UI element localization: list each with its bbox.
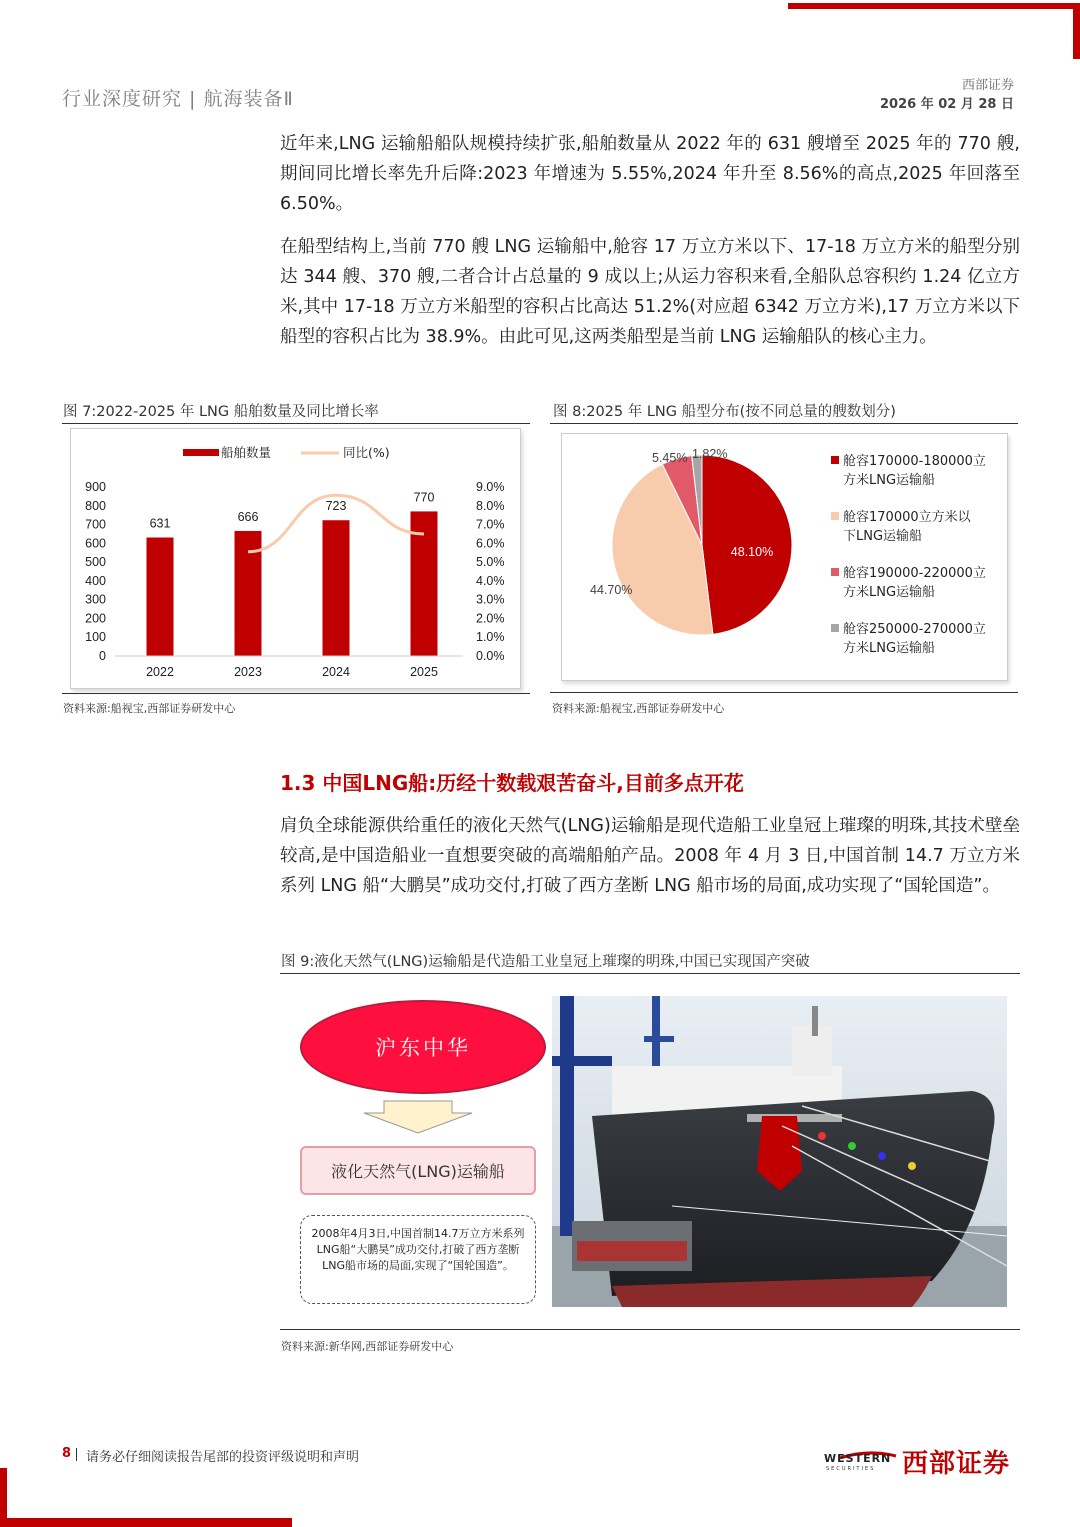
x-tick-label: 2022	[146, 665, 174, 679]
legend-label-line: 同比(%)	[343, 445, 390, 460]
x-tick-label: 2023	[234, 665, 262, 679]
lng-ship-photo	[552, 996, 1007, 1307]
y-right-tick-label: 6.0%	[476, 536, 505, 551]
logo-swoosh	[838, 1444, 898, 1452]
y-right-tick-label: 4.0%	[476, 573, 505, 588]
fig8-rule-bottom	[550, 692, 1018, 693]
y-right-tick-label: 2.0%	[476, 611, 505, 626]
fig7-source: 资料来源:船视宝,西部证券研发中心	[63, 702, 236, 715]
fig7-rule	[62, 423, 530, 424]
fig9-title: 图 9:液化天然气(LNG)运输船是代造船工业皇冠上璀璨的明珠,中国已实现国产突破	[281, 954, 810, 970]
fig7-combo-chart	[71, 429, 522, 690]
header-firm: 西部证券	[961, 78, 1014, 93]
down-arrow-icon	[362, 1100, 474, 1134]
fig7-rule-bottom	[62, 693, 530, 694]
y-right-tick-label: 0.0%	[476, 649, 505, 663]
header-date: 2026 年 02 月 28 日	[880, 97, 1014, 112]
logo-chinese: 西部证券	[902, 1449, 1011, 1479]
legend-label: 舱容170000-180000立	[843, 454, 986, 469]
bar-value-label: 770	[413, 490, 435, 505]
lng-carrier-box: 液化天然气(LNG)运输船	[300, 1146, 536, 1195]
legend-label-cont: 方米LNG运输船	[843, 641, 936, 656]
y-right-tick-label: 7.0%	[476, 517, 505, 532]
bar-2022	[147, 538, 174, 656]
milestone-note: 2008年4月3日,中国首制14.7万立方米系列LNG船“大鹏昊”成功交付,打破了西方垄断LNG船市场的局面,实现了“国轮国造”。	[300, 1215, 536, 1304]
legend-label: 舱容250000-270000立	[843, 622, 986, 637]
fig8-source: 资料来源:船视宝,西部证券研发中心	[552, 702, 725, 715]
corner-decoration	[0, 1518, 292, 1527]
fig9-rule-bottom	[280, 1329, 1020, 1330]
pie-value-label: 5.45%	[652, 451, 688, 465]
y-left-tick-label: 200	[85, 611, 106, 626]
x-tick-label: 2025	[410, 665, 438, 679]
y-left-tick-label: 800	[85, 498, 106, 513]
paragraph-fleet-growth: 近年来,LNG 运输船船队规模持续扩张,船舶数量从 2022 年的 631 艘增至 2025 年的 770 艘,期间同比增长率先升后降:2023 年增速为 5.55%,2024 年升至 8.56%的高点,2025 年回落至 6.50%。	[280, 134, 1020, 214]
y-left-tick-label: 500	[85, 555, 106, 570]
y-right-tick-label: 1.0%	[476, 630, 505, 645]
y-left-tick-label: 0	[99, 649, 106, 663]
footer-disclaimer: 请务必仔细阅读报告尾部的投资评级说明和声明	[86, 1450, 360, 1465]
y-right-tick-label: 8.0%	[476, 498, 505, 513]
y-left-tick-label: 600	[85, 536, 106, 551]
bar-value-label: 723	[325, 499, 347, 514]
legend-label-cont: 下LNG运输船	[843, 529, 923, 544]
legend-swatch	[831, 624, 839, 632]
bar-value-label: 631	[149, 516, 171, 531]
y-right-tick-label: 3.0%	[476, 592, 505, 607]
page-number: 8	[62, 1446, 72, 1461]
fig8-title: 图 8:2025 年 LNG 船型分布(按不同总量的艘数划分)	[553, 404, 896, 420]
legend-label-cont: 方米LNG运输船	[843, 585, 936, 600]
y-left-tick-label: 700	[85, 517, 106, 532]
pie-value-label: 48.10%	[730, 545, 774, 559]
y-left-tick-label: 400	[85, 573, 106, 588]
fig8-chart-frame	[561, 433, 1008, 681]
bar-2024	[323, 520, 350, 656]
paragraph-fleet-structure: 在船型结构上,当前 770 艘 LNG 运输船中,舱容 17 万立方米以下、17-18 万立方米的船型分别达 344 艘、370 艘,二者合计占总量的 9 成以上;从运力容积来看,全船队总容积约 1.24 亿立方米,其中 17-18 万立方米船型的容积占比高达 51.2%(对应超 6342 万立方米),17 万立方米以下船型的容积占比为 38.9%。由此可见,这两类船型是当前 LNG 运输船队的核心主力。	[280, 237, 1020, 347]
section-heading: 1.3 中国LNG船:历经十数载艰苦奋斗,目前多点开花	[280, 771, 744, 795]
y-left-tick-label: 900	[85, 480, 106, 494]
legend-label-cont: 方米LNG运输船	[843, 473, 936, 488]
fig7-chart-frame	[70, 428, 521, 689]
legend-label: 舱容190000-220000立	[843, 566, 986, 581]
fig8-rule	[550, 423, 1018, 424]
fig9-source: 资料来源:新华网,西部证券研发中心	[281, 1340, 454, 1353]
logo-english-sub: SECURITIES	[826, 1466, 876, 1472]
fig7-title: 图 7:2022-2025 年 LNG 船舶数量及同比增长率	[63, 404, 379, 420]
corner-decoration	[788, 3, 1080, 9]
legend-swatch-bar	[183, 449, 219, 456]
pie-value-label: 1.82%	[692, 447, 728, 461]
legend-swatch	[831, 456, 839, 464]
legend-label-bar: 船舶数量	[221, 445, 272, 460]
legend-swatch	[831, 568, 839, 576]
fig8-pie-chart	[562, 434, 1009, 682]
y-left-tick-label: 100	[85, 630, 106, 645]
legend-label: 舱容170000立方米以	[843, 510, 971, 525]
footer-divider	[76, 1448, 77, 1461]
x-tick-label: 2024	[322, 665, 350, 679]
y-left-tick-label: 300	[85, 592, 106, 607]
y-right-tick-label: 9.0%	[476, 480, 505, 494]
bar-value-label: 666	[237, 509, 259, 524]
logo-english: WESTERN	[824, 1452, 892, 1465]
pie-value-label: 44.70%	[590, 583, 633, 597]
fig9-rule	[280, 973, 1020, 974]
corner-decoration	[1073, 3, 1080, 59]
shipyard-ellipse: 沪东中华	[300, 1000, 546, 1094]
y-right-tick-label: 5.0%	[476, 555, 505, 570]
header-category: 行业深度研究 | 航海装备Ⅱ	[62, 88, 294, 110]
paragraph-china-lng: 肩负全球能源供给重任的液化天然气(LNG)运输船是现代造船工业皇冠上璀璨的明珠,其技术壁垒较高,是中国造船业一直想要突破的高端船舶产品。2008 年 4 月 3 日,中国首制 14.7 万立方米系列 LNG 船“大鹏昊”成功交付,打破了西方垄断 LNG 船市场的局面,成功实现了“国轮国造”。	[280, 816, 1020, 896]
legend-swatch	[831, 512, 839, 520]
